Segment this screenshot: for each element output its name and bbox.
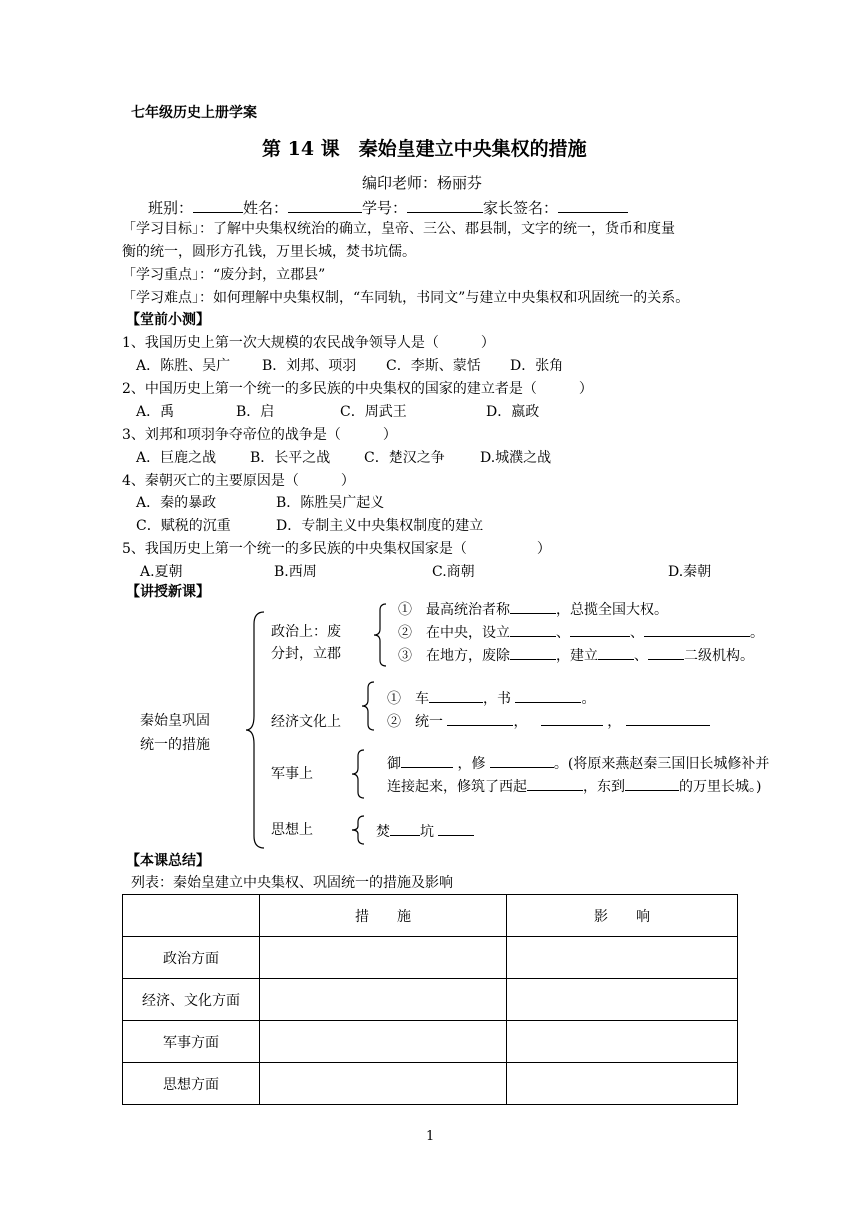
build-blank[interactable] <box>490 753 554 768</box>
editor-line: 编印老师：杨丽芬 <box>362 174 483 192</box>
politics-label-line-2: 分封，立郡 <box>271 646 341 662</box>
economy-brace-icon <box>360 680 376 732</box>
politics-item-3: ③ 在地方，废除 ，建立 、 二级机构。 <box>398 645 754 665</box>
measures-header: 措 施 <box>260 895 507 937</box>
question-1: 1、我国历史上第一次大规模的农民战争领导人是（ ） <box>122 335 495 351</box>
goal-line-1: 「学习目标」：了解中央集权统治的确立，皇帝、三公、郡县制，文字的统一，货币和度量 <box>122 221 675 237</box>
main-brace-icon <box>244 610 268 850</box>
question-3: 3、刘邦和项羽争夺帝位的战争是（ ） <box>122 427 397 443</box>
unify-blank-2[interactable] <box>541 711 603 726</box>
q4-option-a: A．秦的暴政 <box>136 495 217 511</box>
q2-option-b: B．启 <box>236 404 275 420</box>
politics-impact-cell[interactable] <box>507 937 738 979</box>
q5-option-a: A.夏朝 <box>140 564 183 580</box>
thought-impact-cell[interactable] <box>507 1063 738 1105</box>
row-label-economy: 经济、文化方面 <box>123 979 260 1021</box>
q1-option-d: D．张角 <box>510 358 564 374</box>
class-blank[interactable] <box>193 198 243 213</box>
student-info-line <box>148 198 628 217</box>
emperor-title-blank[interactable] <box>510 599 556 614</box>
military-brace-icon <box>350 748 366 800</box>
q1-option-a: A．陈胜、吴广 <box>136 358 231 374</box>
q5-option-d: D.秦朝 <box>668 564 712 580</box>
defend-against-blank[interactable] <box>401 753 453 768</box>
economy-item-2: ② 统一 ， ， <box>387 711 710 731</box>
wall-east-end-blank[interactable] <box>625 776 679 791</box>
row-label-thought: 思想方面 <box>123 1063 260 1105</box>
bury-blank[interactable] <box>438 821 474 836</box>
central-office-blank-1[interactable] <box>510 622 556 637</box>
unify-blank-1[interactable] <box>447 711 513 726</box>
q3-option-b: B．长平之战 <box>250 450 331 466</box>
goal-line-2: 衡的统一，圆形方孔钱，万里长城，焚书坑儒。 <box>122 244 416 260</box>
thought-brace-icon <box>350 814 366 846</box>
q4-option-d: D．专制主义中央集权制度的建立 <box>276 518 484 534</box>
impact-header: 影 响 <box>507 895 738 937</box>
lesson-heading: 【讲授新课】 <box>126 584 210 600</box>
q5-option-b: B.西周 <box>274 564 317 580</box>
table-row <box>123 979 738 1021</box>
q3-option-a: A．巨鹿之战 <box>136 450 217 466</box>
wall-west-end-blank[interactable] <box>527 776 583 791</box>
thought-label: 思想上 <box>271 822 313 838</box>
difficulty-point: 「学习难点」：如何理解中央集权制，“车同轨，书同文”与建立中央集权和巩固统一的关系。 <box>122 290 690 306</box>
politics-item-1: ① 最高统治者称 ，总揽全国大权。 <box>398 599 668 619</box>
q4-option-c: C．赋税的沉重 <box>136 518 231 534</box>
table-header-row <box>123 895 738 937</box>
root-label-line-1: 秦始皇巩固 <box>140 713 210 729</box>
local-level-blank-1[interactable] <box>598 645 634 660</box>
q2-option-c: C．周武王 <box>340 404 407 420</box>
local-level-blank-2[interactable] <box>648 645 684 660</box>
grade-title: 七年级历史上册学案 <box>131 105 257 121</box>
q4-option-b: B．陈胜吴广起义 <box>276 495 385 511</box>
summary-heading: 【本课总结】 <box>126 853 210 869</box>
question-4: 4、秦朝灭亡的主要原因是（ ） <box>122 473 355 489</box>
table-row <box>123 937 738 979</box>
military-line-2: 连接起来，修筑了西起 ，东到 的万里长城。) <box>387 776 761 796</box>
parent-label: 家长签名： <box>483 199 559 217</box>
question-2: 2、中国历史上第一个统一的多民族的中央集权的国家的建立者是（ ） <box>122 381 593 397</box>
central-office-blank-3[interactable] <box>644 622 750 637</box>
central-office-blank-2[interactable] <box>570 622 630 637</box>
q1-option-c: C．李斯、蒙恬 <box>386 358 481 374</box>
politics-measures-cell[interactable] <box>260 937 507 979</box>
quiz-heading: 【堂前小测】 <box>126 312 210 328</box>
military-line-1: 御 ，修 。(将原来燕赵秦三国旧长城修补并 <box>387 753 769 773</box>
q3-option-c: C．楚汉之争 <box>364 450 445 466</box>
politics-label-line-1: 政治上：废 <box>271 624 341 640</box>
q2-option-a: A．禹 <box>136 404 175 420</box>
row-label-politics: 政治方面 <box>123 937 260 979</box>
table-row <box>123 1021 738 1063</box>
lesson-title: 第 14 课 秦始皇建立中央集权的措施 <box>262 138 587 160</box>
abolished-system-blank[interactable] <box>510 645 556 660</box>
economy-measures-cell[interactable] <box>260 979 507 1021</box>
id-label: 学号： <box>362 199 408 217</box>
military-label: 军事上 <box>271 766 313 782</box>
politics-item-2: ② 在中央，设立 、 、 。 <box>398 622 764 642</box>
q5-option-c: C.商朝 <box>432 564 475 580</box>
q1-option-b: B．刘邦、项羽 <box>262 358 357 374</box>
military-impact-cell[interactable] <box>507 1021 738 1063</box>
table-corner-cell <box>123 895 260 937</box>
q2-option-d: D．嬴政 <box>486 404 540 420</box>
economy-impact-cell[interactable] <box>507 979 738 1021</box>
writing-blank[interactable] <box>515 688 581 703</box>
key-point: 「学习重点」：“废分封，立郡县” <box>122 267 326 283</box>
name-label: 姓名： <box>243 199 289 217</box>
root-label-line-2: 统一的措施 <box>140 737 210 753</box>
q3-option-d: D.城濮之战 <box>480 450 552 466</box>
row-label-military: 军事方面 <box>123 1021 260 1063</box>
summary-table <box>122 894 738 1105</box>
thought-item: 焚 坑 <box>376 821 474 841</box>
thought-measures-cell[interactable] <box>260 1063 507 1105</box>
parent-signature-blank[interactable] <box>558 198 628 213</box>
economy-item-1: ① 车 ，书 。 <box>387 688 595 708</box>
military-measures-cell[interactable] <box>260 1021 507 1063</box>
burn-blank[interactable] <box>390 821 420 836</box>
name-blank[interactable] <box>288 198 362 213</box>
carts-blank[interactable] <box>429 688 483 703</box>
page-number: 1 <box>426 1129 435 1144</box>
class-label: 班别： <box>148 199 194 217</box>
id-blank[interactable] <box>407 198 483 213</box>
summary-caption: 列表：秦始皇建立中央集权、巩固统一的措施及影响 <box>131 875 453 891</box>
table-row <box>123 1063 738 1105</box>
unify-blank-3[interactable] <box>626 711 710 726</box>
politics-brace-icon <box>372 602 388 668</box>
question-5: 5、我国历史上第一个统一的多民族的中央集权国家是（ ） <box>122 541 551 557</box>
economy-label: 经济文化上 <box>271 714 341 730</box>
